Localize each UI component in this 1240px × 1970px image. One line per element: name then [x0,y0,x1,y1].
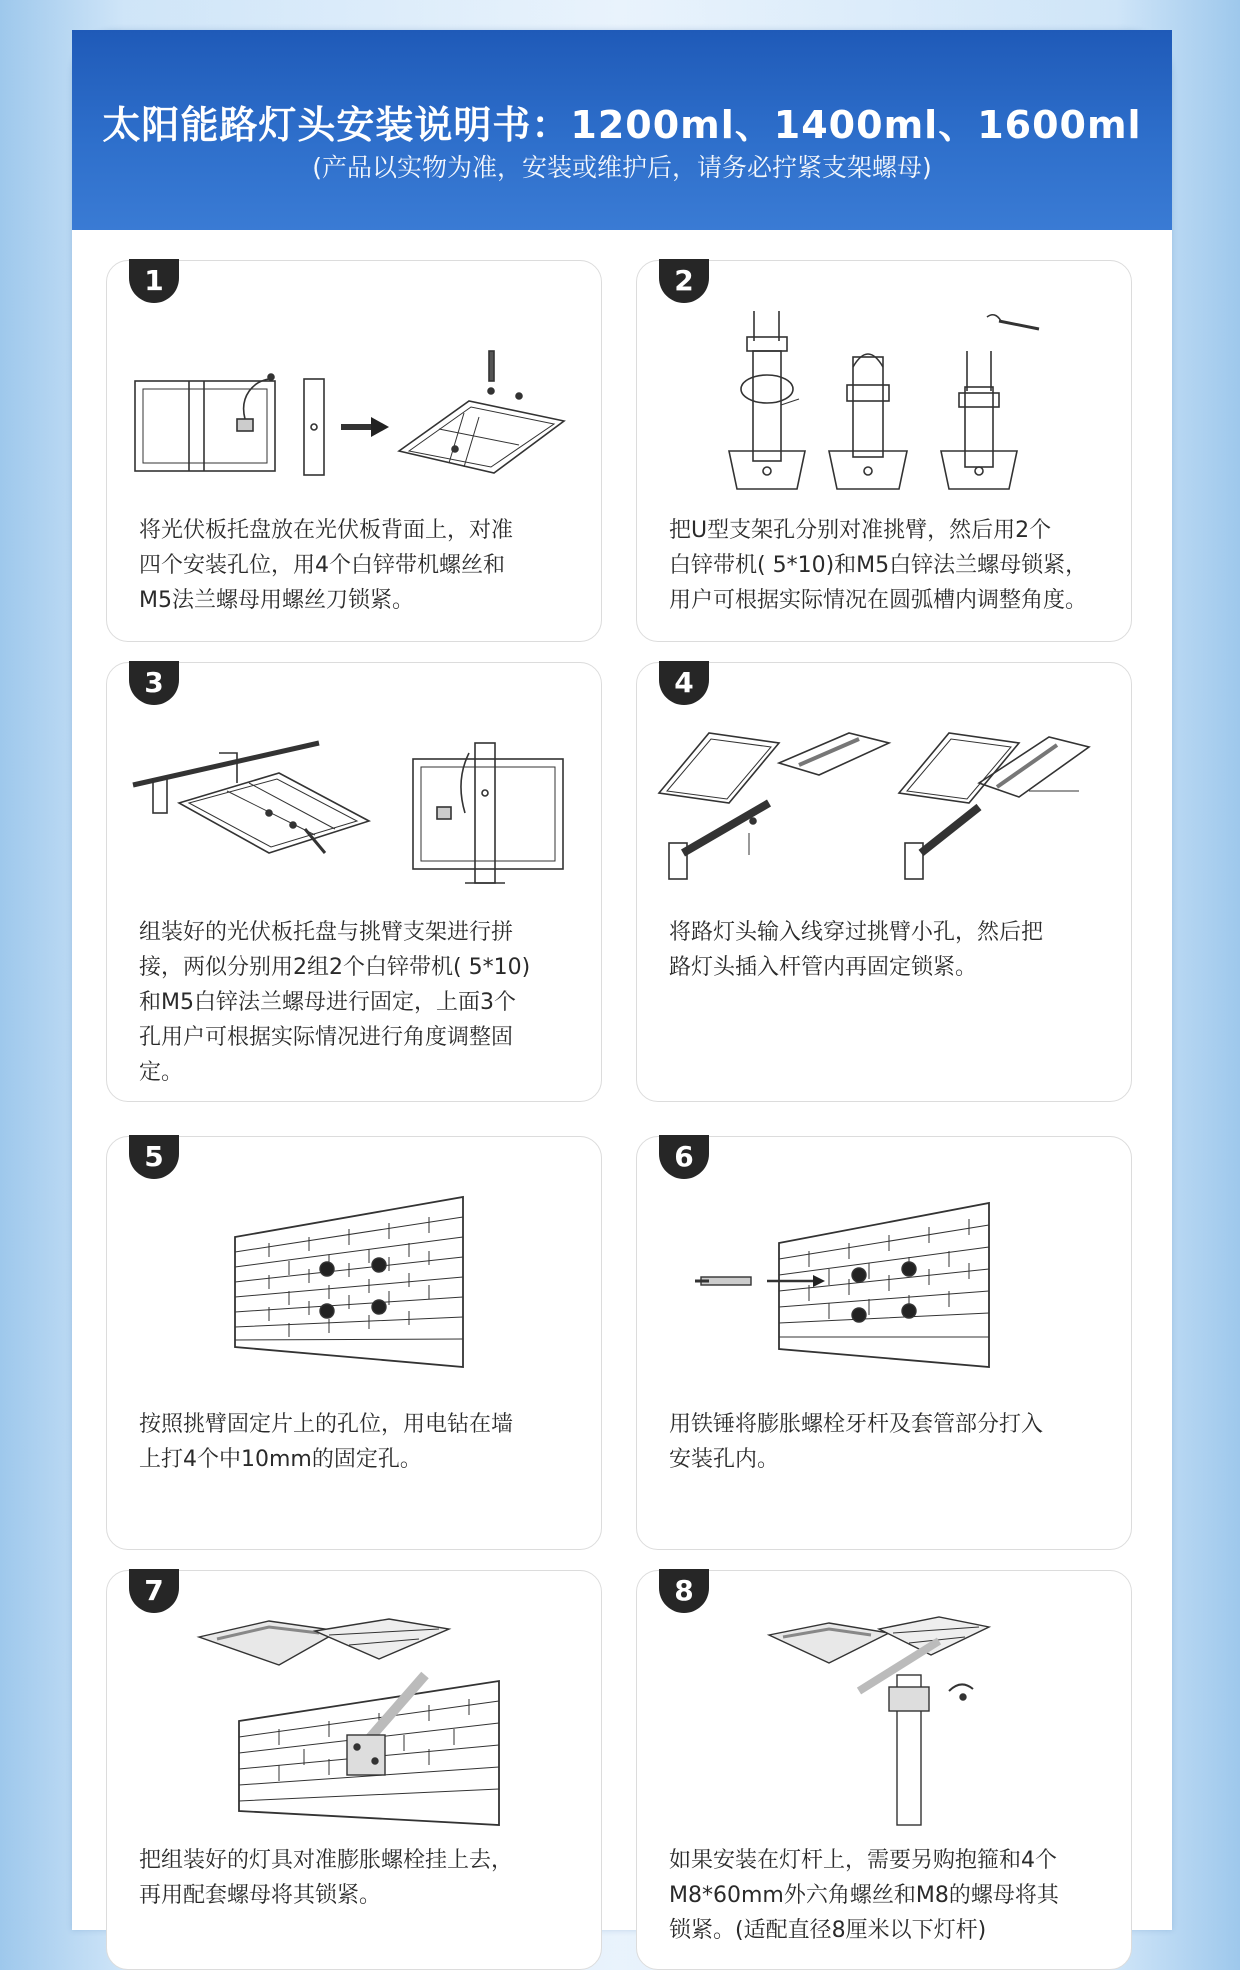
instruction-sheet [72,30,1172,1943]
brick-wall-holes-diagram [119,1177,591,1377]
step-description: 按照挑臂固定片上的孔位，用电钻在墙 上打4个中10mm的固定孔。 [139,1412,514,1472]
u-bracket-diagram [649,301,1121,501]
step-card-2 [636,260,1132,642]
step-number-badge: 5 [129,1135,179,1179]
step-number-badge: 4 [659,661,709,705]
header-banner [72,30,1172,230]
page-title: 太阳能路灯头安装说明书：1200ml、1400ml、1600ml [102,103,1142,147]
step-number-badge: 6 [659,1135,709,1179]
wall-mounted-lamp-diagram [119,1611,591,1831]
expansion-bolt-diagram [649,1177,1121,1377]
step-description: 把组装好的灯具对准膨胀螺栓挂上去， 再用配套螺母将其锁紧。 [139,1848,514,1908]
step-description: 把U型支架孔分别对准挑臂，然后用2个 白锌带机( 5*10)和M5白锌法兰螺母锁紧， 用户可根据实际情况在圆弧槽内调整角度。 [669,518,1088,613]
tray-arm-diagram [119,703,591,903]
step-number-badge: 3 [129,661,179,705]
step-description: 组装好的光伏板托盘与挑臂支架进行拼 接，两似分别用2组2个白锌带机( 5*10) 和M5白锌法兰螺母进行固定，上面3个 孔用户可根据实际情况进行角度调整固 定。 [139,920,531,1085]
step-card-8 [636,1570,1132,1970]
page-subtitle: (产品以实物为准，安装或维护后，请务必拧紧支架螺母) [312,153,932,182]
step-number-badge: 8 [659,1569,709,1613]
lamp-head-diagram [649,703,1121,903]
step-number-badge: 2 [659,259,709,303]
step-card-6 [636,1136,1132,1550]
step-description: 如果安装在灯杆上，需要另购抱箍和4个 M8*60mm外六角螺丝和M8的螺母将其 锁紧。(适配直径8厘米以下灯杆) [669,1848,1059,1943]
panel-tray-diagram [119,301,591,491]
step-description: 用铁锤将膨胀螺栓牙杆及套管部分打入 安装孔内。 [669,1412,1044,1472]
step-card-4 [636,662,1132,1102]
step-number-badge: 1 [129,259,179,303]
step-card-3 [106,662,602,1102]
step-card-5 [106,1136,602,1550]
step-description: 将路灯头输入线穿过挑臂小孔，然后把 路灯头插入杆管内再固定锁紧。 [669,920,1044,980]
step-card-7 [106,1570,602,1970]
pole-mounted-lamp-diagram [649,1611,1121,1831]
step-card-1 [106,260,602,642]
step-number-badge: 7 [129,1569,179,1613]
step-description: 将光伏板托盘放在光伏板背面上，对准 四个安装孔位，用4个白锌带机螺丝和 M5法兰螺母用螺丝刀锁紧。 [139,518,514,613]
